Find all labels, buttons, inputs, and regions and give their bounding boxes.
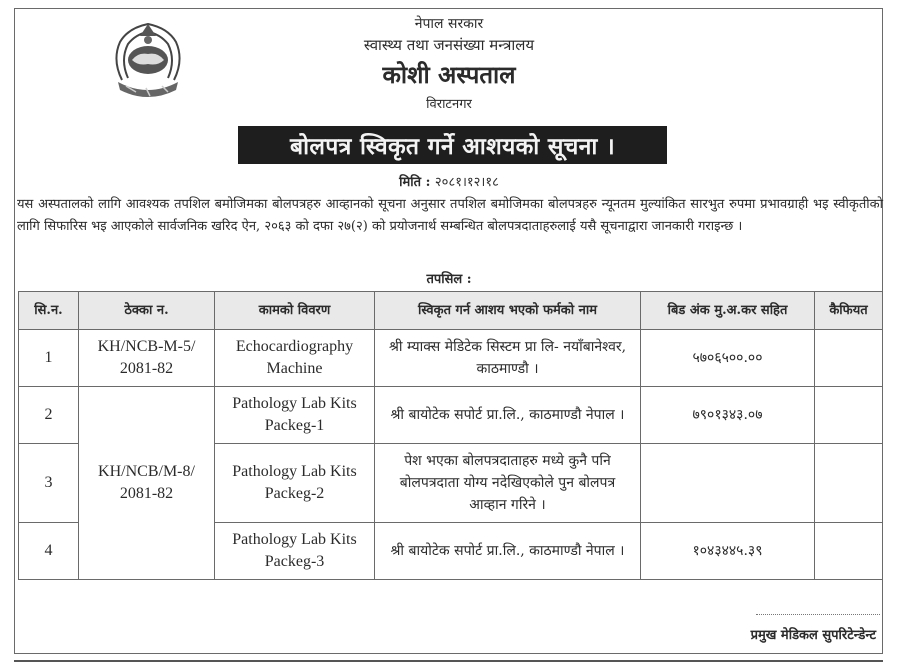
- cell-bid: १०४३४४५.३९: [641, 523, 815, 580]
- bottom-rule: [14, 660, 883, 662]
- government-name: नेपाल सरकार: [414, 16, 484, 32]
- notice-title: बोलपत्र स्विकृत गर्ने आशयको सूचना ।: [238, 126, 667, 164]
- cell-sn: 3: [19, 444, 79, 523]
- cell-firm: श्री बायोटेक सपोर्ट प्रा.लि., काठमाण्डौ नेपाल ।: [375, 523, 641, 580]
- col-header-remarks: कैफियत: [815, 292, 883, 330]
- signature-line: [756, 614, 880, 615]
- city-name: विराटनगर: [426, 97, 472, 112]
- table-row: [19, 387, 883, 444]
- cell-remarks: [815, 444, 883, 523]
- cell-remarks: [815, 330, 883, 387]
- notice-date: [0, 172, 898, 190]
- signatory-title: प्रमुख मेडिकल सुपरिटेन्डेन्ट: [750, 628, 876, 643]
- cell-bid: ७९०१३४३.०७: [641, 387, 815, 444]
- cell-remarks: [815, 523, 883, 580]
- cell-firm: पेश भएका बोलपत्रदाताहरु मध्ये कुनै पनि बोलपत्रदाता योग्य नदेखिएकोले पुन बोलपत्र आव्हान गरिने ।: [375, 444, 641, 523]
- cell-bid: ५७०६५००.००: [641, 330, 815, 387]
- cell-remarks: [815, 387, 883, 444]
- schedule-label: तपसिल :: [426, 272, 472, 287]
- date-label: मिति :: [399, 175, 431, 190]
- cell-sn: 1: [19, 330, 79, 387]
- cell-firm: श्री म्याक्स मेडिटेक सिस्टम प्रा लि- नयाँबानेश्वर, काठमाण्डौ ।: [375, 330, 641, 387]
- cell-contract: KH/NCB/M-8/ 2081-82: [79, 387, 215, 580]
- table-header-row: [19, 292, 883, 330]
- table-row: [19, 330, 883, 387]
- cell-firm: श्री बायोटेक सपोर्ट प्रा.लि., काठमाण्डौ नेपाल ।: [375, 387, 641, 444]
- col-header-description: कामको विवरण: [215, 292, 375, 330]
- schedule-table: [18, 291, 883, 580]
- cell-description: Echocardiography Machine: [215, 330, 375, 387]
- date-value: २०८१।१२।१८: [434, 175, 499, 190]
- col-header-firm: स्विकृत गर्न आशय भएको फर्मको नाम: [375, 292, 641, 330]
- hospital-name: कोशी अस्पताल: [382, 60, 516, 89]
- cell-contract: KH/NCB-M-5/ 2081-82: [79, 330, 215, 387]
- cell-sn: 2: [19, 387, 79, 444]
- ministry-name: स्वास्थ्य तथा जनसंख्या मन्त्रालय: [363, 36, 535, 54]
- cell-sn: 4: [19, 523, 79, 580]
- col-header-bid: बिड अंक मु.अ.कर सहित: [641, 292, 815, 330]
- col-header-sn: सि.न.: [19, 292, 79, 330]
- col-header-contract: ठेक्का न.: [79, 292, 215, 330]
- cell-description: Pathology Lab Kits Packeg-2: [215, 444, 375, 523]
- notice-body: यस अस्पतालको लागि आवश्यक तपशिल बमोजिमका बोलपत्रहरु आव्हानको सूचना अनुसार तपशिल बमोजिमका बोलपत्रहरु न्यूनतम मुल्यांकित सारभुत रुपमा प्रभावग्राही भइ स्वीकृतीको लागि सिफारिस भइ आएकोले सार्वजनिक खरिद ऐन, २०६३ को दफा २७(२) को प्रयोजनार्थ सम्बन्धित बोलपत्रदाताहरुलाई यसै सूचनाद्वारा जानकारी गराइन्छ ।: [17, 197, 883, 234]
- cell-description: Pathology Lab Kits Packeg-1: [215, 387, 375, 444]
- cell-bid: [641, 444, 815, 523]
- cell-description: Pathology Lab Kits Packeg-3: [215, 523, 375, 580]
